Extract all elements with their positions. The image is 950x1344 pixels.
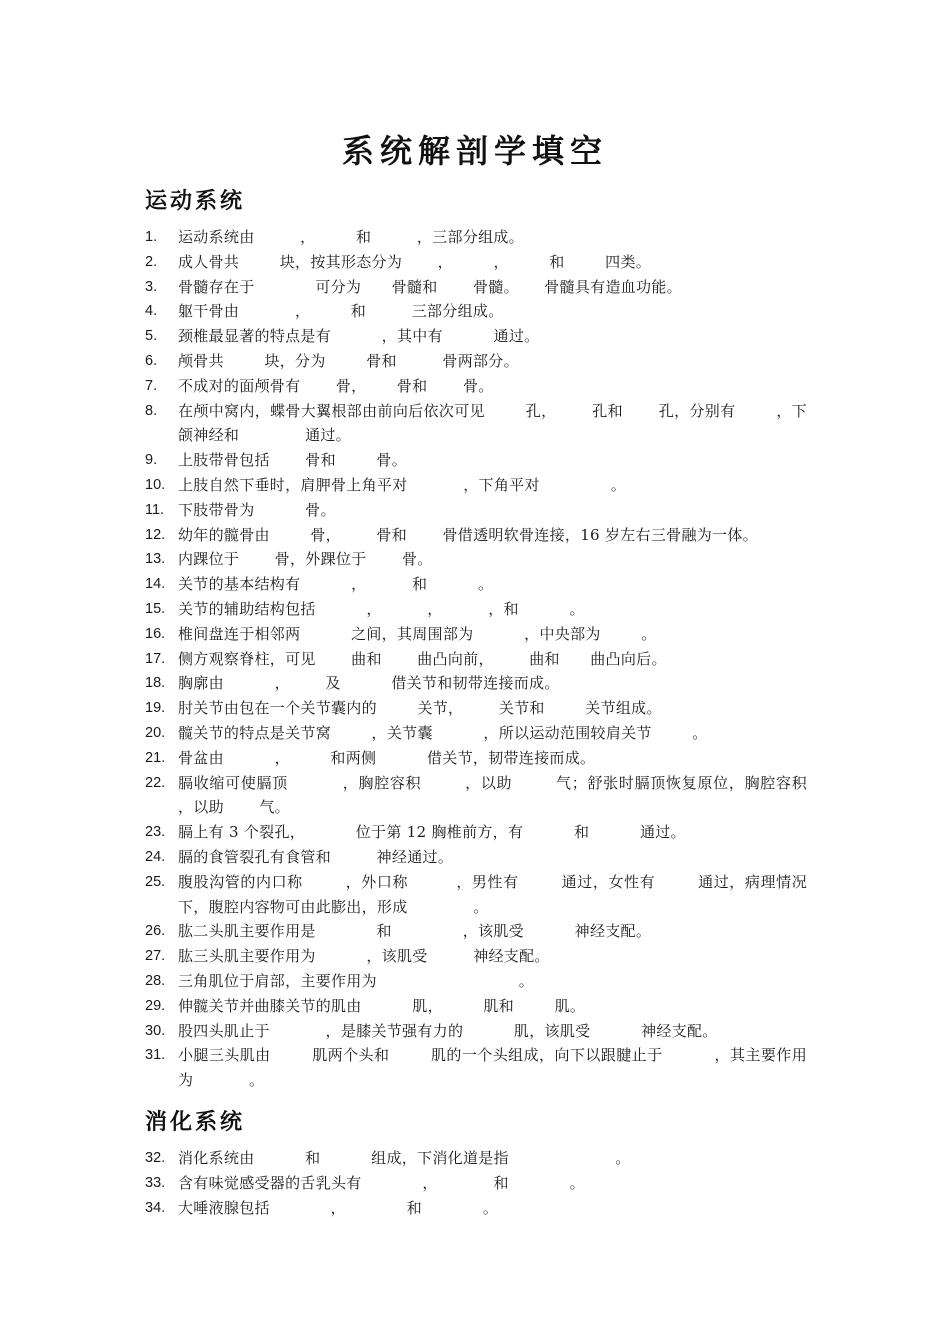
question-number: 33. — [145, 1174, 166, 1191]
question-item — [145, 994, 807, 1019]
question-number: 7. — [145, 377, 158, 394]
question-text: 股四头肌止于 ，是膝关节强有力的 肌，该肌受 神经支配。 — [178, 1021, 718, 1040]
question-item — [145, 820, 807, 845]
question-number: 3. — [145, 278, 158, 295]
question-item — [145, 572, 807, 597]
question-text: 小腿三头肌由 肌两个头和 肌的一个头组成，向下以跟腱止于 ，其主要作用为 。 — [178, 1046, 807, 1090]
question-item — [145, 275, 807, 300]
question-item — [145, 622, 807, 647]
question-number: 23. — [145, 824, 166, 841]
question-number: 9. — [145, 452, 158, 469]
question-item — [145, 349, 807, 374]
question-item — [145, 919, 807, 944]
document-title: 系统解剖学填空 — [341, 132, 608, 170]
question-item — [145, 448, 807, 473]
question-number: 15. — [145, 600, 166, 617]
question-text: 内踝位于 骨，外踝位于 骨。 — [178, 550, 433, 569]
question-item — [145, 721, 807, 746]
question-number: 21. — [145, 749, 166, 766]
question-number: 30. — [145, 1022, 166, 1039]
question-number: 24. — [145, 848, 166, 865]
question-item — [145, 324, 807, 349]
question-number: 22. — [145, 774, 166, 791]
question-number: 1. — [145, 229, 158, 245]
question-number: 13. — [145, 551, 166, 568]
question-text: 侧方观察脊柱，可见 曲和 曲凸向前， 曲和 曲凸向后。 — [178, 649, 667, 668]
question-text: 膈的食管裂孔有食管和 神经通过。 — [178, 847, 454, 866]
question-number: 27. — [145, 948, 166, 965]
question-number: 34. — [145, 1199, 166, 1216]
question-text: 颈椎最显著的特点是有 ，其中有 通过。 — [178, 327, 540, 346]
question-text: 肱二头肌主要作用是 和 ，该肌受 神经支配。 — [178, 922, 652, 941]
question-item — [145, 547, 807, 572]
question-item — [145, 671, 807, 696]
question-item — [145, 1146, 807, 1171]
question-text: 上肢自然下垂时，肩胛骨上角平对 ，下角平对 。 — [178, 475, 627, 494]
question-number: 12. — [145, 526, 166, 543]
question-number: 14. — [145, 576, 166, 593]
question-text: 躯干骨由 ， 和 三部分组成。 — [178, 302, 504, 321]
question-item — [145, 374, 807, 399]
question-number: 4. — [145, 303, 158, 320]
question-number: 2. — [145, 253, 158, 270]
question-text: 关节的基本结构有 ， 和 。 — [178, 575, 494, 594]
question-item — [145, 523, 807, 548]
question-item — [145, 944, 807, 969]
question-text: 骨盆由 ， 和两侧 借关节，韧带连接而成。 — [178, 748, 596, 767]
section-heading-locomotor: 运动系统 — [145, 188, 246, 214]
question-item — [145, 399, 807, 449]
question-text: 成人骨共 块，按其形态分为 ， ， 和 四类。 — [178, 252, 652, 271]
question-text: 三角肌位于肩部，主要作用为 。 — [178, 971, 535, 990]
question-text: 关节的辅助结构包括 ， ， ，和 。 — [178, 599, 585, 618]
question-item — [145, 498, 807, 523]
question-text: 骨髓存在于 可分为 骨髓和 骨髓。 骨髓具有造血功能。 — [178, 277, 682, 296]
question-number: 28. — [145, 972, 166, 989]
question-item — [145, 1043, 807, 1093]
question-item — [145, 250, 807, 275]
question-text: 不成对的面颅骨有 骨， 骨和 骨。 — [178, 376, 494, 395]
question-text: 胸廓由 ， 及 借关节和韧带连接而成。 — [178, 674, 560, 693]
question-text: 肱三头肌主要作用为 ，该肌受 神经支配。 — [178, 947, 550, 966]
question-item — [145, 597, 807, 622]
question-text: 椎间盘连于相邻两 之间，其周围部为 ，中央部为 。 — [178, 624, 657, 643]
question-text: 运动系统由 ， 和 ，三部分组成。 — [178, 228, 524, 246]
question-item — [145, 771, 853, 821]
question-item — [145, 1171, 807, 1196]
question-text: 颅骨共 块，分为 骨和 骨两部分。 — [178, 351, 519, 370]
question-text: 含有味觉感受器的舌乳头有 ， 和 。 — [178, 1173, 585, 1192]
question-number: 20. — [145, 724, 166, 741]
question-item — [145, 647, 807, 672]
question-item — [145, 299, 807, 324]
question-number: 31. — [145, 1047, 166, 1064]
question-number: 29. — [145, 997, 166, 1014]
question-item — [145, 969, 807, 994]
question-number: 5. — [145, 328, 158, 345]
question-item — [145, 870, 807, 920]
question-text: 在颅中窝内，蝶骨大翼根部由前向后依次可见 孔， 孔和 孔，分别有 ，下颌神经和 通过。 — [178, 401, 807, 445]
question-item — [145, 1196, 807, 1221]
question-list-locomotor — [145, 225, 853, 1093]
question-item — [145, 473, 807, 498]
question-text: 下肢带骨为 骨。 — [178, 500, 336, 519]
question-text: 腹股沟管的内口称 ，外口称 ，男性有 通过，女性有 通过，病理情况下，腹腔内容物可由此膨出，形成 。 — [178, 872, 807, 916]
question-text: 幼年的髋骨由 骨， 骨和 骨借透明软骨连接，16 岁左右三骨融为一体。 — [178, 525, 758, 544]
question-number: 6. — [145, 352, 158, 369]
question-number: 17. — [145, 650, 166, 667]
question-list-digestive — [145, 1146, 807, 1220]
question-item — [145, 845, 807, 870]
question-number: 19. — [145, 700, 166, 717]
question-number: 11. — [145, 501, 165, 518]
question-text: 消化系统由 和 组成，下消化道是指 。 — [178, 1149, 631, 1167]
question-number: 18. — [145, 675, 166, 692]
question-text: 大唾液腺包括 ， 和 。 — [178, 1198, 499, 1217]
question-number: 8. — [145, 402, 158, 419]
question-item — [145, 1019, 807, 1044]
question-text: 上肢带骨包括 骨和 骨。 — [178, 451, 408, 470]
question-number: 16. — [145, 625, 166, 642]
section-heading-digestive: 消化系统 — [145, 1109, 246, 1135]
question-text: 膈收缩可使膈顶 ，胸腔容积 ，以助 气；舒张时膈顶恢复原位，胸腔容积 ，以助 气。 — [178, 773, 853, 817]
question-item — [145, 746, 807, 771]
question-item — [145, 696, 807, 721]
question-number: 26. — [145, 923, 166, 940]
question-item — [145, 225, 807, 250]
question-text: 髋关节的特点是关节窝 ，关节囊 ，所以运动范围较肩关节 。 — [178, 723, 708, 742]
question-number: 10. — [145, 476, 166, 493]
question-number: 32. — [145, 1150, 166, 1166]
question-text: 膈上有 3 个裂孔， 位于第 12 胸椎前方，有 和 通过。 — [178, 823, 686, 842]
question-number: 25. — [145, 873, 166, 890]
question-text: 伸髋关节并曲膝关节的肌由 肌， 肌和 肌。 — [178, 996, 586, 1015]
question-text: 肘关节由包在一个关节囊内的 关节， 关节和 关节组成。 — [178, 699, 662, 718]
